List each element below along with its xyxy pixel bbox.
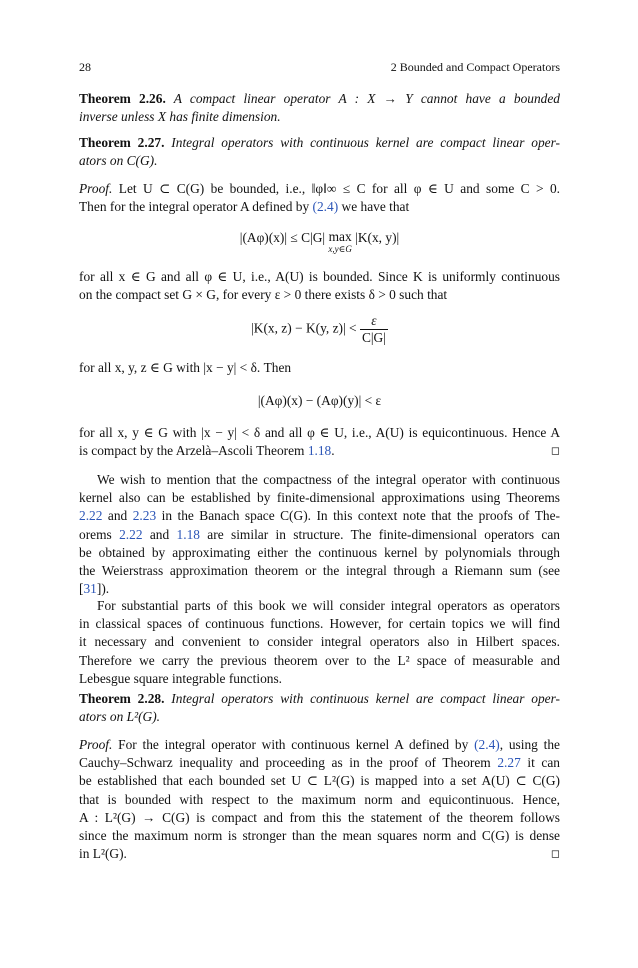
equation-part: |(Aφ)(x)| ≤ C|G| [239,230,329,245]
proof-text: that is bounded with respect to the maximum norm and equicontinuous. Hence, [79,791,560,807]
proof-label: Proof. [79,737,113,752]
theorem-ref-link[interactable]: 1.18 [307,443,332,459]
paragraph-text: Therefore we carry the previous theorem over to the L² space of measurable and [79,652,560,668]
theorem-text: A compact linear operator A : X → Y cannot have a bounded [165,91,560,106]
paragraph-text: kernel also can be established by finite-dimensional approximations using Theorems [79,490,560,506]
theorem-label: Theorem 2.27. [79,135,165,150]
theorem-text: ators on L²(G). [79,709,161,725]
theorem-text: inverse unless X has finite dimension. [79,109,281,125]
equation-uniform-continuity [79,313,560,346]
paragraph-text: For substantial parts of this book we will consider integral operators as operators [97,598,560,613]
paragraph-text: We wish to mention that the compactness of the integral operator with continuous [97,472,560,487]
paragraph-text: ]). [96,581,110,597]
proof-text: on the compact set G × G, for every ε > 0 there exists δ > 0 such that [79,287,448,303]
paragraph-text: [ [79,581,84,597]
proof-text: for all x, y ∈ G with |x − y| < δ and all φ ∈ U, i.e., A(U) is equicontinuous. Hence A [79,425,560,440]
proof-text: be established that each bounded set U ⊂ L²(G) is mapped into a set A(U) ⊂ C(G) [79,773,560,789]
proof-text: Let U ⊂ C(G) be bounded, i.e., ‖φ‖∞ ≤ C for all φ ∈ U and some C > 0. [112,181,560,196]
paragraph-text: be obtained by approximating either the continuous kernel by polynomials through [79,544,560,560]
theorem-2-28 [79,690,560,726]
proof-text: Cauchy–Schwarz inequality and proceeding as in the proof of Theorem [79,755,498,771]
paragraph-text: and [102,508,133,524]
paragraph-text: Lebesgue square integrable functions. [79,670,283,686]
paragraph-text: in the Banach space C(G). In this context note that the proofs of The- [156,508,560,524]
equation-ref-link[interactable]: (2.4) [312,199,339,215]
theorem-ref-link[interactable]: 2.22 [119,526,143,542]
proof-label: Proof. [79,181,113,196]
theorem-label: Theorem 2.26. [79,91,166,106]
proof-text: since the maximum norm is stronger than the mean squares norm and C(G) is dense [79,828,560,844]
theorem-ref-link[interactable]: 1.18 [176,526,200,542]
proof-text: For the integral operator with continuous kernel A defined by [112,737,475,752]
paragraph-text: orems [79,526,120,542]
proof-text: A : L²(G) → C(G) is compact and from this the statement of the theorem follows [79,809,560,825]
equation-ref-link[interactable]: (2.4) [474,737,500,752]
proof-text: it can [520,755,561,771]
running-head: 2 Bounded and Compact Operators [390,60,560,74]
citation-link[interactable]: 31 [83,581,97,597]
proof-text: Then for the integral operator A defined by [79,199,313,215]
proof-text: for all x, y, z ∈ G with |x − y| < δ. Then [79,360,292,375]
equation-equicontinuity: |(Aφ)(x) − (Aφ)(y)| < ε [257,393,382,408]
proof-2-27-part1 [79,180,560,216]
theorem-text: Integral operators with continuous kernel are compact linear oper- [164,691,561,706]
max-operator [328,230,351,256]
proof-text: for all x ∈ G and all φ ∈ U, i.e., A(U) is bounded. Since K is uniformly continuous [79,269,560,284]
qed-symbol: ◻ [550,445,560,458]
equation-part: |K(x, z) − K(y, z)| < [251,320,360,336]
theorem-2-26 [79,90,560,126]
paragraph-text: it necessary and convenient to consider integral operators also in Hilbert spaces. [79,634,560,650]
paragraph-text: and [142,526,177,542]
proof-text: we have that [338,199,410,215]
proof-2-27-part2 [79,268,560,304]
proof-2-27-part4 [79,424,560,460]
equation-bound [79,230,560,256]
proof-text: , using the [499,737,560,752]
paragraph-hilbert [79,597,560,688]
paragraph-finite-dim [79,471,560,598]
theorem-text: Integral operators with continuous kernel are compact linear oper- [164,135,561,150]
theorem-ref-link[interactable]: 2.23 [132,508,157,524]
theorem-label: Theorem 2.28. [79,691,165,706]
fraction-numerator: ε [360,313,388,330]
proof-2-27-part3 [79,359,560,377]
proof-2-28 [79,736,560,863]
paragraph-text: are similar in structure. The finite-dimensional operators can [199,526,560,542]
max-subscript: x,y∈G [328,244,352,254]
theorem-ref-link[interactable]: 2.22 [79,508,103,524]
max-text: max [328,229,352,244]
paragraph-text: in classical spaces of continuous functions. However, for certain topics we will find [79,616,560,632]
theorem-text: ators on C(G). [79,153,158,169]
fraction [360,313,388,346]
fraction-denominator: C|G| [361,330,386,345]
proof-text: . [331,443,335,459]
theorem-ref-link[interactable]: 2.27 [497,755,521,771]
equation-part: |K(x, y)| [351,230,400,245]
proof-text: in L²(G). [79,846,127,862]
qed-symbol: ◻ [550,848,560,861]
theorem-2-27 [79,134,560,170]
proof-text: is compact by the Arzelà–Ascoli Theorem [79,443,308,459]
page-number: 28 [79,60,91,74]
paragraph-text: the Weierstrass approximation theorem or the integral through a Riemann sum (see [79,563,560,579]
